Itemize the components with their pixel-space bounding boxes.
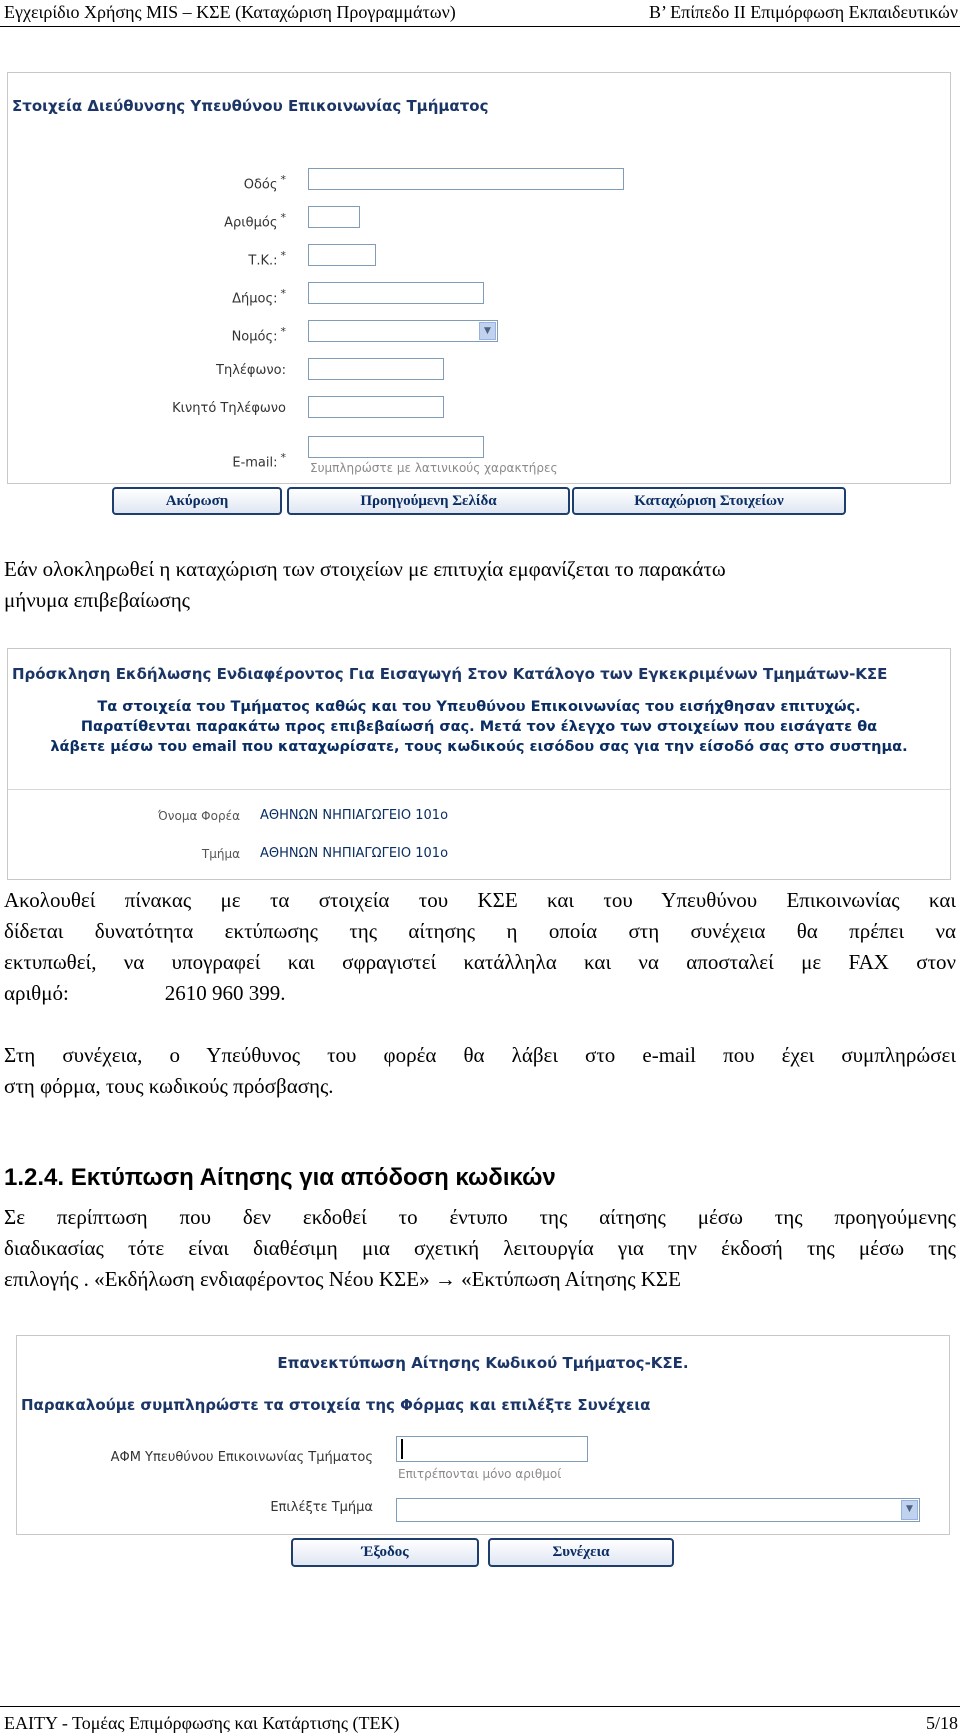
afm-input[interactable]: [396, 1436, 588, 1462]
number-label: Αριθμός *: [224, 211, 286, 231]
submit-details-button[interactable]: Καταχώριση Στοιχείων: [572, 487, 846, 515]
afm-label: ΑΦΜ Υπευθύνου Επικοινωνίας Τμήματος: [110, 1450, 373, 1465]
department-value: ΑΘΗΝΩΝ ΝΗΠΙΑΓΩΓΕΙΟ 101ο: [260, 846, 449, 861]
paragraph-credentials: Στη συνέχεια, ο Υπεύθυνος του φορέα θα λάβει στο e-mail που έχει συμπληρώσει στη φόρμα, τους κωδικούς πρόσβασης.: [4, 1043, 956, 1098]
phone-label: Τηλέφωνο:: [216, 363, 286, 378]
continue-button[interactable]: Συνέχεια: [488, 1538, 674, 1567]
exit-button[interactable]: Έξοδος: [291, 1538, 479, 1567]
previous-page-button[interactable]: Προηγούμενη Σελίδα: [287, 487, 570, 515]
organization-label: Όνομα Φορέα: [158, 809, 240, 823]
address-form-panel: [7, 72, 951, 484]
email-input[interactable]: [308, 436, 484, 458]
header-right: Β’ Επίπεδο ΙΙ Επιμόρφωση Εκπαιδευτικών: [649, 2, 958, 22]
prefecture-select[interactable]: [308, 320, 498, 342]
divider: [8, 789, 950, 790]
header-left: Εγχειρίδιο Χρήσης MIS – ΚΣΕ (Καταχώριση Προγραμμάτων): [4, 2, 456, 22]
select-department-label: Επιλέξτε Τμήμα: [270, 1500, 373, 1515]
municipality-input[interactable]: [308, 282, 484, 304]
page-footer: [0, 1706, 960, 1733]
afm-hint: Επιτρέπονται μόνο αριθμοί: [398, 1467, 562, 1481]
postal-code-input[interactable]: [308, 244, 376, 266]
email-hint: Συμπληρώστε με λατινικούς χαρακτήρες: [310, 461, 558, 475]
confirmation-message: Τα στοιχεία του Τμήματος καθώς και του Υπευθύνου Επικοινωνίας του εισήχθησαν επιτυχώς. Παρατίθενται παρακάτω προς επιβεβαίωσή σας. Μετά τον έλεγχο των στοιχείων που εισάγατε θα λάβετε μέσω του email που καταχωρίσατε, τους κωδικούς εισόδου σας για την είσοδό σας στο συστημα.: [50, 699, 908, 755]
department-label: Τμήμα: [201, 847, 240, 861]
email-label: E-mail: *: [232, 451, 286, 471]
paragraph-print-info: Ακολουθεί πίνακας με τα στοιχεία του ΚΣΕ και του Υπευθύνου Επικοινωνίας και δίδεται δυνατότητα εκτύπωσης της αίτησης η οποία στη συνέχεια θα πρέπει να εκτυπωθεί, να υπογραφεί και σφραγιστεί κατάλληλα και να αποσταλεί με FAX στον αριθμό: 2610 960 399.: [4, 888, 956, 1005]
paragraph-success: Εάν ολοκληρωθεί η καταχώριση των στοιχείων με επιτυχία εμφανίζεται το παρακάτω μήνυμα επιβεβαίωσης: [4, 557, 726, 612]
page-number: 5/18: [925, 1713, 958, 1733]
postal-code-label: Τ.Κ.: *: [248, 249, 286, 269]
street-label: Οδός *: [243, 173, 286, 193]
department-select[interactable]: [396, 1498, 920, 1522]
reprint-form-panel: [16, 1335, 950, 1535]
paragraph-section: Σε περίπτωση που δεν εκδοθεί το έντυπο της αίτησης μέσω της προηγούμενης διαδικασίας τότε είναι διαθέσιμη μια σχετική λειτουργία για την έκδοσή της μέσω της επιλογής . «Εκδήλωση ενδιαφέροντος Νέου ΚΣΕ» → «Εκτύπωση Αίτησης ΚΣΕ: [4, 1205, 956, 1291]
chevron-down-icon: ▼: [901, 1500, 918, 1520]
mobile-input[interactable]: [308, 396, 444, 418]
address-form-title: Στοιχεία Διεύθυνσης Υπευθύνου Επικοινωνίας Τμήματος: [12, 97, 489, 115]
page-header: [0, 0, 960, 27]
confirmation-title: Πρόσκληση Εκδήλωσης Ενδιαφέροντος Για Εισαγωγή Στον Κατάλογο των Εγκεκριμένων Τμημάτων-ΚΣΕ: [12, 665, 888, 683]
reprint-form-subtitle: Παρακαλούμε συμπληρώστε τα στοιχεία της Φόρμας και επιλέξτε Συνέχεια: [21, 1396, 651, 1414]
number-input[interactable]: [308, 206, 360, 228]
section-heading: 1.2.4. Εκτύπωση Αίτησης για απόδοση κωδικών: [4, 1164, 556, 1191]
text-caret: [401, 1439, 403, 1459]
municipality-label: Δήμος: *: [232, 287, 286, 307]
organization-value: ΑΘΗΝΩΝ ΝΗΠΙΑΓΩΓΕΙΟ 101ο: [260, 808, 449, 823]
confirmation-panel: [7, 648, 951, 880]
footer-left: ΕΑΙΤΥ - Τομέας Επιμόρφωσης και Κατάρτισης (ΤΕΚ): [4, 1713, 400, 1733]
mobile-label: Κινητό Τηλέφωνο: [172, 401, 286, 416]
phone-input[interactable]: [308, 358, 444, 380]
reprint-form-title: Επανεκτύπωση Αίτησης Κωδικού Τμήματος-ΚΣΕ.: [277, 1354, 689, 1372]
chevron-down-icon: ▼: [479, 322, 496, 340]
prefecture-label: Νομός: *: [231, 325, 286, 345]
cancel-button[interactable]: Ακύρωση: [112, 487, 282, 515]
street-input[interactable]: [308, 168, 624, 190]
